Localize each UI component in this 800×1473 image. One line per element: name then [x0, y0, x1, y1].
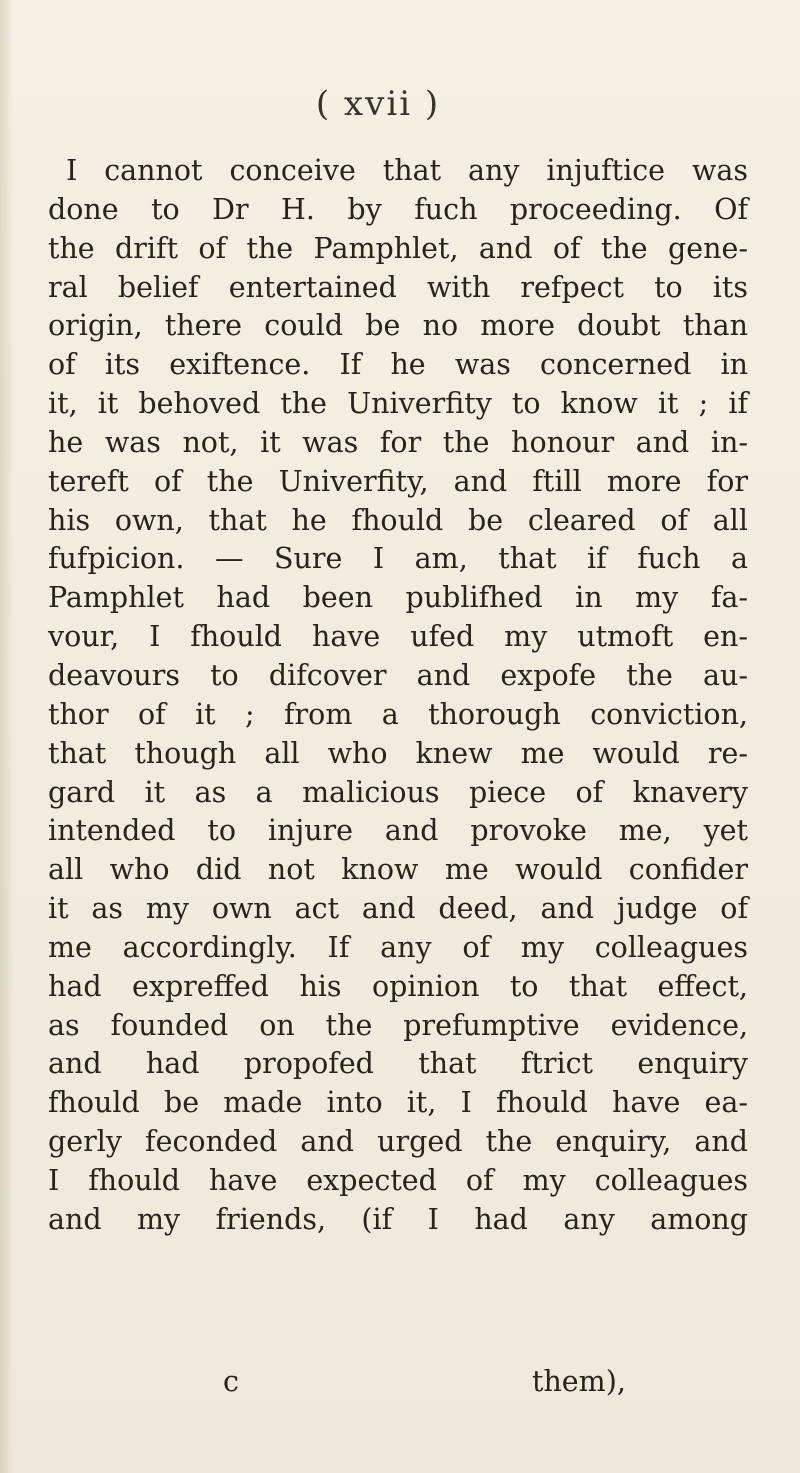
text-line: all who did not know me would confider: [48, 853, 748, 887]
text-line: ral belief entertained with refpect to its: [48, 270, 748, 304]
text-line: fufpicion. — Sure I am, that if fuch a: [48, 542, 748, 576]
text-line: of its exiftence. If he was concerned in: [48, 348, 748, 382]
text-line: done to Dr H. by fuch proceeding. Of: [48, 192, 748, 226]
catch-line: [48, 1362, 748, 1402]
text-line: gerly feconded and urged the enquiry, and: [48, 1125, 748, 1159]
text-line: I fhould have expected of my colleagues: [48, 1163, 748, 1197]
text-line: that though all who knew me would re-: [48, 736, 748, 770]
text-line: Pamphlet had been publifhed in my fa-: [48, 581, 748, 615]
text-line: it, it behoved the Univerfity to know it ; if: [48, 387, 748, 421]
text-line: it as my own act and deed, and judge of: [48, 892, 748, 926]
text-line: tereft of the Univerfity, and ftill more for: [48, 464, 748, 498]
text-line: the drift of the Pamphlet, and of the gene-: [48, 231, 748, 265]
text-line: had expreffed his opinion to that effect,: [48, 969, 748, 1003]
text-line: thor of it ; from a thorough conviction,: [48, 697, 748, 731]
signature-mark: c: [223, 1365, 239, 1398]
text-line: intended to injure and provoke me, yet: [48, 814, 748, 848]
text-line: his own, that he fhould be cleared of all: [48, 503, 748, 537]
page-spine-shadow: [0, 0, 14, 1473]
text-line: as founded on the prefumptive evidence,: [48, 1008, 748, 1042]
text-line: he was not, it was for the honour and in-: [48, 425, 748, 459]
text-line: deavours to difcover and expofe the au-: [48, 658, 748, 692]
catchword: them),: [532, 1365, 626, 1398]
text-line: origin, there could be no more doubt than: [48, 309, 748, 343]
text-line: and my friends, (if I had any among: [48, 1202, 748, 1236]
text-line: I cannot conceive that any injuftice was: [66, 154, 748, 187]
body-text: [48, 152, 748, 1240]
text-line: me accordingly. If any of my colleagues: [48, 930, 748, 964]
text-line: fhould be made into it, I fhould have ea-: [48, 1086, 748, 1120]
text-line: gard it as a malicious piece of knavery: [48, 775, 748, 809]
text-line: and had propofed that ftrict enquiry: [48, 1047, 748, 1081]
page-number: ( xvii ): [315, 84, 441, 124]
text-line: vour, I fhould have ufed my utmoft en-: [48, 620, 748, 654]
